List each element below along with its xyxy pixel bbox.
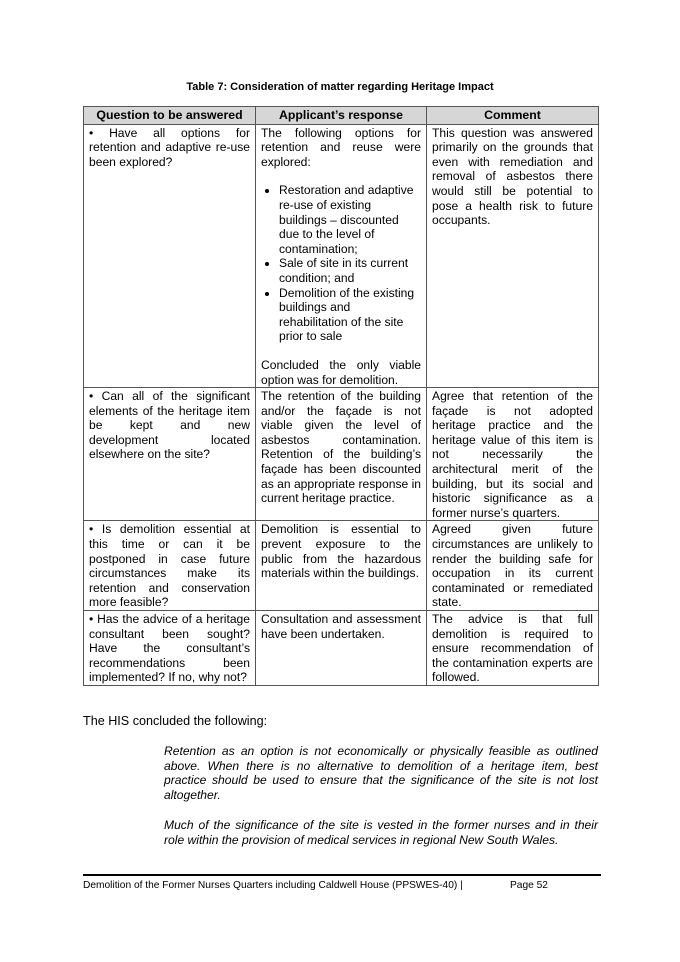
table-caption: Table 7: Consideration of matter regarding Heritage Impact bbox=[186, 81, 494, 93]
list-item: • Restoration and adaptive re-use of existing buildings – discounted due to the level of contamination; bbox=[279, 183, 421, 256]
footer-document-title: Demolition of the Former Nurses Quarters including Caldwell House (PPSWES-40) | bbox=[83, 880, 463, 891]
list-item: • Demolition of the existing buildings and rehabilitation of the site prior to sale bbox=[279, 286, 421, 344]
question-cell: • Is demolition essential at this time or can it be postponed in case future circumstances make its retention and conservation more feasible? bbox=[84, 521, 256, 611]
response-cell bbox=[256, 124, 427, 388]
footer-divider bbox=[83, 874, 601, 876]
response-option-list bbox=[261, 183, 421, 344]
response-intro: The following options for retention and reuse were explored: bbox=[261, 125, 421, 169]
table-row bbox=[84, 388, 599, 521]
heritage-impact-table bbox=[83, 106, 599, 686]
column-header-comment: Comment bbox=[427, 107, 599, 125]
comment-cell: Agreed given future circumstances are unlikely to render the building safe for occupation in its current contaminated or remediated state. bbox=[427, 521, 599, 611]
question-cell: • Have all options for retention and adaptive re-use been explored? bbox=[84, 124, 256, 388]
question-cell: • Has the advice of a heritage consultant been sought? Have the consultant’s recommendations been implemented? If no, why not? bbox=[84, 611, 256, 686]
question-cell: • Can all of the significant elements of the heritage item be kept and new development located elsewhere on the site? bbox=[84, 388, 256, 521]
comment-cell: This question was answered primarily on the grounds that even with remediation and removal of asbestos there would still be potential to pose a health risk to future occupants. bbox=[427, 124, 599, 388]
column-header-response: Applicant’s response bbox=[256, 107, 427, 125]
comment-cell: Agree that retention of the façade is not adopted heritage practice and the heritage value of this item is not necessarily the architectural merit of the building, but its social and historic significance as a former nurse’s quarters. bbox=[427, 388, 599, 521]
comment-cell: The advice is that full demolition is required to ensure recommendation of the contamination experts are followed. bbox=[427, 611, 599, 686]
column-header-question: Question to be answered bbox=[84, 107, 256, 125]
response-outro: Concluded the only viable option was for demolition. bbox=[261, 357, 421, 387]
footer-page-number: Page 52 bbox=[510, 880, 548, 891]
his-quote-paragraph: Much of the significance of the site is vested in the former nurses and in their role within the provision of medical services in regional New South Wales. bbox=[164, 818, 598, 847]
response-cell: Demolition is essential to prevent exposure to the public from the hazardous materials within the buildings. bbox=[256, 521, 427, 611]
response-cell: Consultation and assessment have been undertaken. bbox=[256, 611, 427, 686]
table-header-row bbox=[84, 107, 599, 125]
list-item: • Sale of site in its current condition; and bbox=[279, 256, 421, 285]
his-intro-text: The HIS concluded the following: bbox=[83, 714, 268, 728]
table-row bbox=[84, 521, 599, 611]
table-row bbox=[84, 611, 599, 686]
response-cell: The retention of the building and/or the façade is not viable given the level of asbestos contamination. Retention of the building’s façade has been discounted as an appropriate response in current heritage practice. bbox=[256, 388, 427, 521]
table-row bbox=[84, 124, 599, 388]
his-quote-paragraph: Retention as an option is not economically or physically feasible as outlined above. When there is no alternative to demolition of a heritage item, best practice should be used to ensure that the significance of the site is not lost altogether. bbox=[164, 744, 598, 803]
